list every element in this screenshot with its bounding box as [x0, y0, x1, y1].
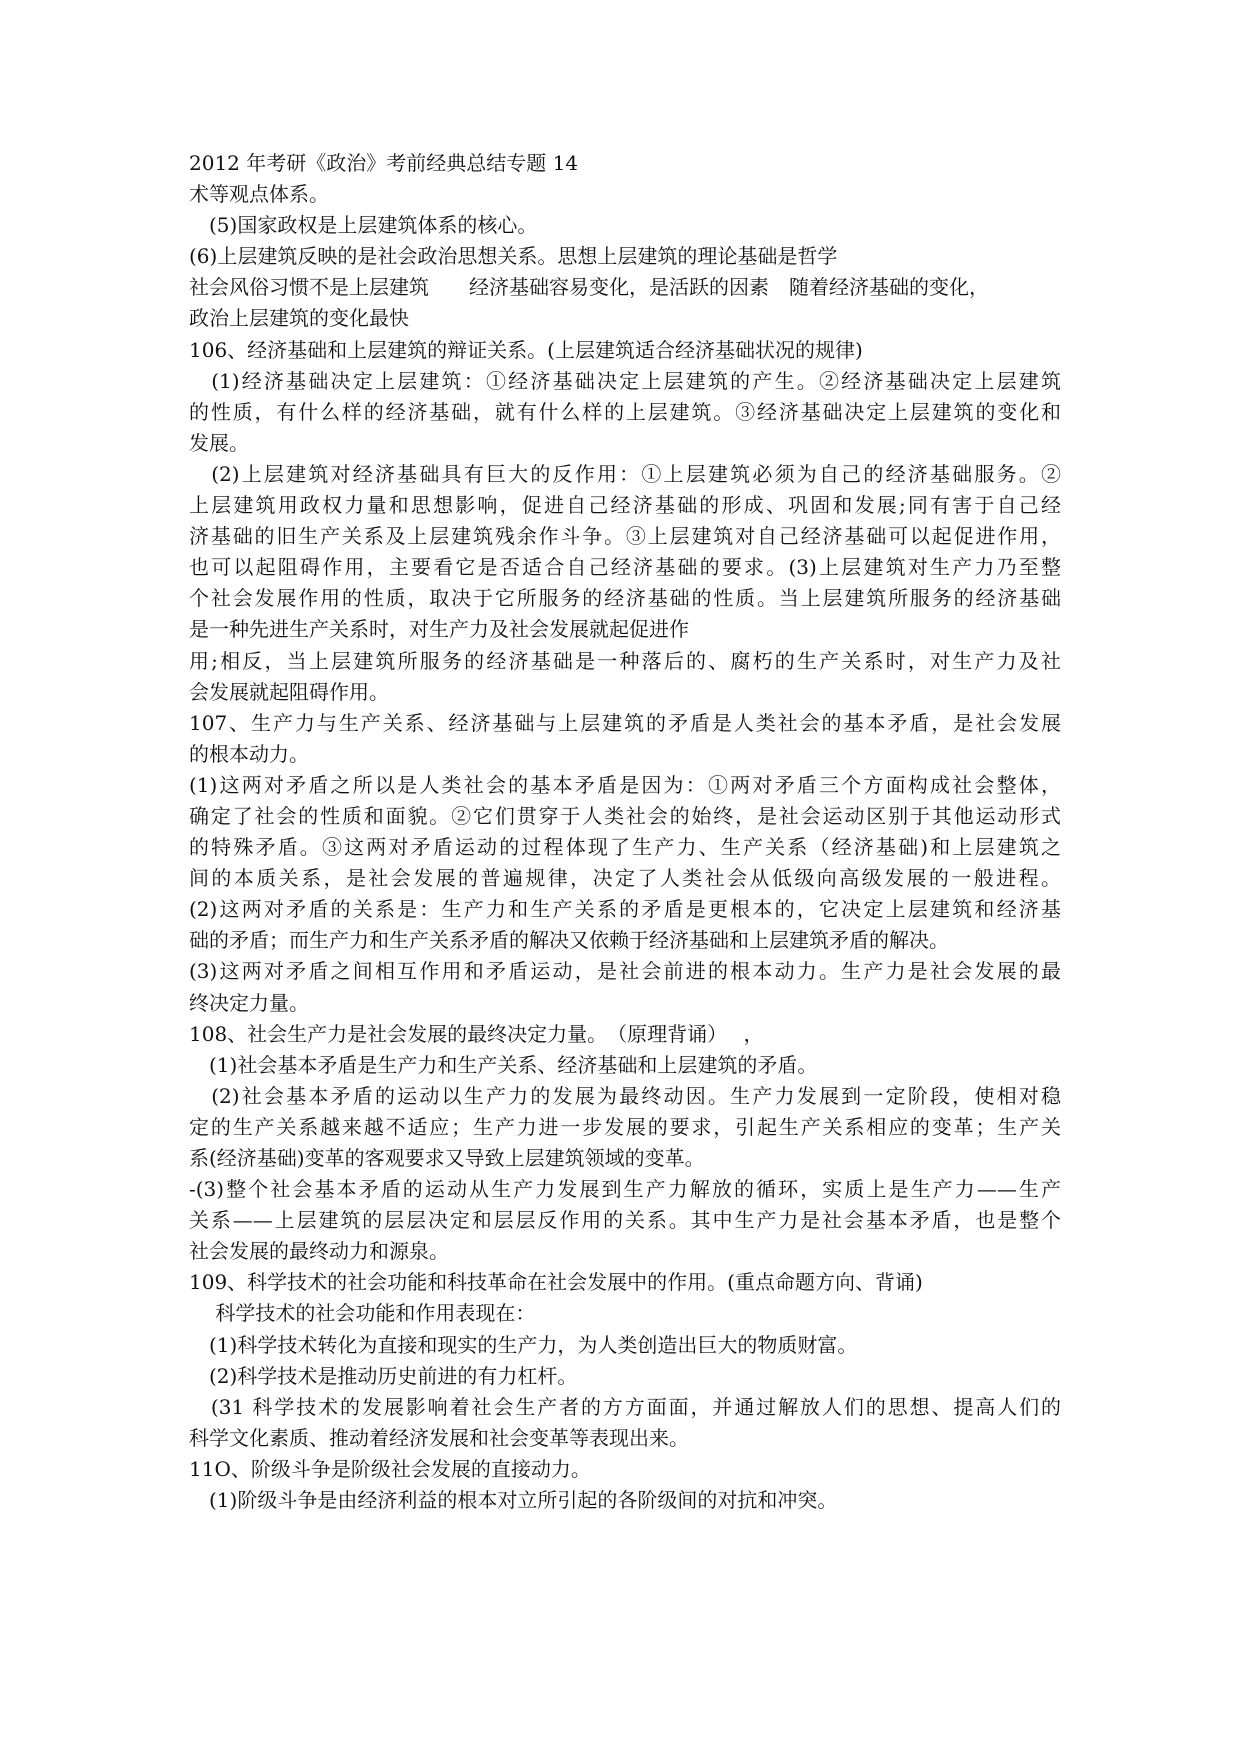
text-line: 济基础的旧生产关系及上层建筑残余作斗争。③上层建筑对自己经济基础可以起促进作用， — [189, 524, 1061, 549]
text-line: 关系——上层建筑的层层决定和层层反作用的关系。其中生产力是社会基本矛盾，也是整个 — [189, 1208, 1061, 1233]
text-line: 上层建筑用政权力量和思想影响，促进自己经济基础的形成、巩固和发展;同有害于自己经 — [189, 493, 1061, 518]
text-line: 定的生产关系越来越不适应；生产力进一步发展的要求，引起生产关系相应的变革；生产关 — [189, 1114, 1061, 1139]
text-line: 科学文化素质、推动着经济发展和社会变革等表现出来。 — [189, 1425, 689, 1450]
text-line: (5)国家政权是上层建筑体系的核心。 — [189, 213, 538, 238]
text-line: (2)科学技术是推动历史前进的有力杠杆。 — [189, 1363, 578, 1388]
text-line: 个社会发展作用的性质，取决于它所服务的经济基础的性质。当上层建筑所服务的经济基础 — [189, 586, 1061, 611]
text-line: (1)科学技术转化为直接和现实的生产力，为人类创造出巨大的物质财富。 — [189, 1332, 858, 1357]
text-line: 用;相反，当上层建筑所服务的经济基础是一种落后的、腐朽的生产关系时，对生产力及社 — [189, 648, 1061, 673]
text-line: 社会发展的最终动力和源泉。 — [189, 1239, 449, 1264]
text-line: (2)这两对矛盾的关系是：生产力和生产关系的矛盾是更根本的，它决定上层建筑和经济基 — [189, 897, 1061, 922]
text-line: (2)上层建筑对经济基础具有巨大的反作用：①上层建筑必须为自己的经济基础服务。② — [189, 461, 1061, 486]
text-line: 的根本动力。 — [189, 741, 309, 766]
text-line: (2)社会基本矛盾的运动以生产力的发展为最终动因。生产力发展到一定阶段，使相对稳 — [189, 1083, 1061, 1108]
text-line: 是一种先进生产关系时，对生产力及社会发展就起促进作 — [189, 617, 689, 642]
document-page — [189, 148, 1061, 1516]
text-line: 106、经济基础和上层建筑的辩证关系。(上层建筑适合经济基础状况的规律) — [189, 337, 863, 362]
text-line: (3)这两对矛盾之间相互作用和矛盾运动，是社会前进的根本动力。生产力是社会发展的最 — [189, 959, 1061, 984]
text-line: 107、生产力与生产关系、经济基础与上层建筑的矛盾是人类社会的基本矛盾，是社会发展 — [189, 710, 1061, 735]
text-line: (1)社会基本矛盾是生产力和生产关系、经济基础和上层建筑的矛盾。 — [189, 1052, 818, 1077]
text-line: 会发展就起阻碍作用。 — [189, 679, 389, 704]
text-line: 发展。 — [189, 430, 249, 455]
text-line: (31 科学技术的发展影响着社会生产者的方方面面，并通过解放人们的思想、提高人们的 — [189, 1394, 1061, 1419]
text-line: 的性质，有什么样的经济基础，就有什么样的上层建筑。③经济基础决定上层建筑的变化和 — [189, 399, 1061, 424]
text-line: 科学技术的社会功能和作用表现在： — [189, 1301, 536, 1326]
text-line: (6)上层建筑反映的是社会政治思想关系。思想上层建筑的理论基础是哲学 — [189, 244, 838, 269]
text-line: 系(经济基础)变革的客观要求又导致上层建筑领域的变革。 — [189, 1146, 705, 1170]
text-line: 2012 年考研《政治》考前经典总结专题 14 — [189, 151, 579, 175]
text-line: (1)经济基础决定上层建筑：①经济基础决定上层建筑的产生。②经济基础决定上层建筑 — [189, 368, 1061, 393]
text-line: 政治上层建筑的变化最快 — [189, 306, 409, 331]
text-line: 终决定力量。 — [189, 990, 309, 1015]
text-line: 间的本质关系，是社会发展的普遍规律，决定了人类社会从低级向高级发展的一般进程。 — [189, 866, 1061, 891]
text-line: (1)这两对矛盾之所以是人类社会的基本矛盾是因为：①两对矛盾三个方面构成社会整体， — [189, 772, 1061, 797]
text-line: (1)阶级斗争是由经济利益的根本对立所引起的各阶级间的对抗和冲突。 — [189, 1488, 838, 1513]
text-line: 108、社会生产力是社会发展的最终决定力量。 （原理背诵） ， — [189, 1021, 764, 1046]
text-line: 础的矛盾；而生产力和生产关系矛盾的解决又依赖于经济基础和上层建筑矛盾的解决。 — [189, 928, 949, 953]
text-line: 社会风俗习惯不是上层建筑 经济基础容易变化，是活跃的因素 随着经济基础的变化， — [189, 275, 989, 300]
text-line: -(3)整个社会基本矛盾的运动从生产力发展到生产力解放的循环，实质上是生产力——生产 — [189, 1177, 1061, 1202]
text-line: 确定了社会的性质和面貌。②它们贯穿于人类社会的始终，是社会运动区别于其他运动形式 — [189, 803, 1061, 828]
text-line: 术等观点体系。 — [189, 182, 329, 207]
text-line: 也可以起阻碍作用，主要看它是否适合自己经济基础的要求。(3)上层建筑对生产力乃至整 — [189, 555, 1061, 580]
text-line: 109、科学技术的社会功能和科技革命在社会发展中的作用。(重点命题方向、背诵) — [189, 1270, 923, 1295]
text-line: 的特殊矛盾。③这两对矛盾运动的过程体现了生产力、生产关系（经济基础)和上层建筑之 — [189, 835, 1061, 860]
text-line: 11O、阶级斗争是阶级社会发展的直接动力。 — [189, 1456, 591, 1481]
